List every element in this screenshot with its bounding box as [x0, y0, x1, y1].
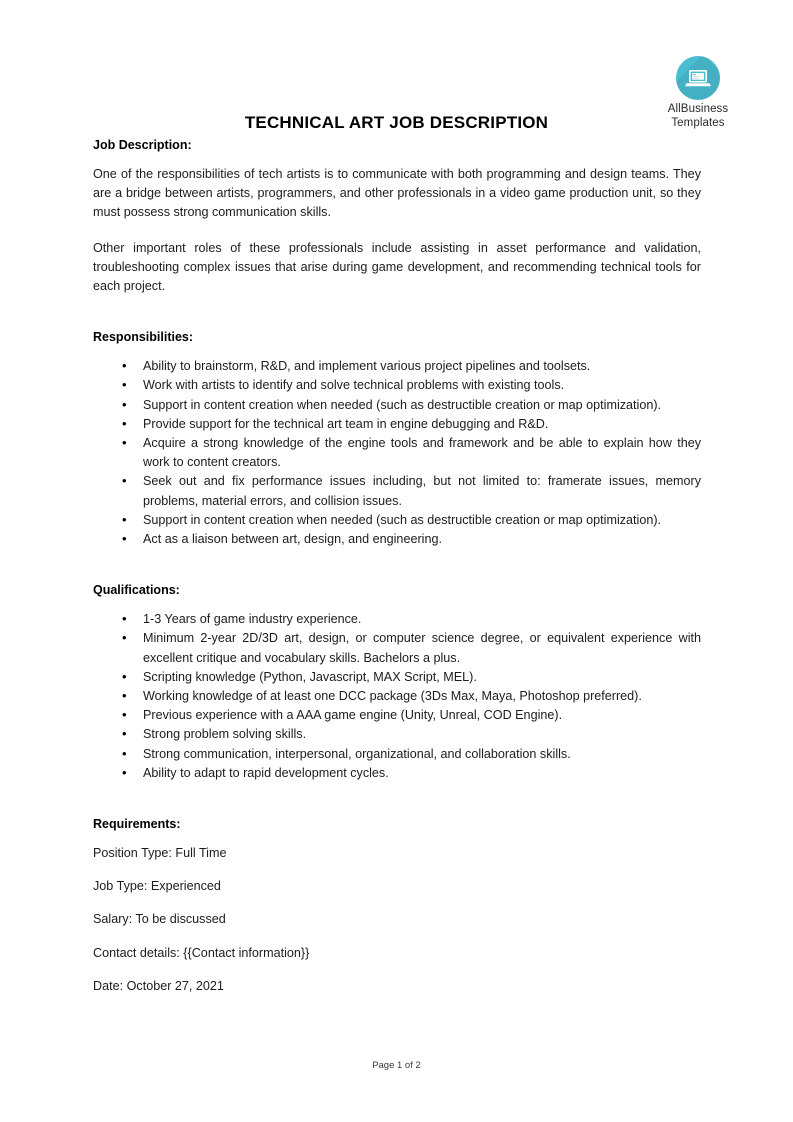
requirement-date: Date: October 27, 2021 [93, 978, 224, 993]
document-content [93, 138, 701, 1010]
list-item: • Working knowledge of at least one DCC package (3Ds Max, Maya, Photoshop preferred). [93, 687, 701, 706]
laptop-glyph [685, 68, 711, 88]
list-item: • Provide support for the technical art team in engine debugging and R&D. [93, 415, 701, 434]
qualifications-heading: Qualifications: [93, 583, 180, 598]
requirement-salary: Salary: To be discussed [93, 912, 226, 927]
list-item: • Previous experience with a AAA game engine (Unity, Unreal, COD Engine). [93, 706, 701, 725]
list-item: • Scripting knowledge (Python, Javascript, MAX Script, MEL). [93, 668, 701, 687]
laptop-icon [676, 56, 720, 100]
qualifications-list [93, 610, 701, 783]
list-item: • Minimum 2-year 2D/3D art, design, or computer science degree, or equivalent experience with excellent critique and vocabulary skills. Bachelors a plus. [93, 629, 701, 667]
job-description-heading: Job Description: [93, 138, 192, 152]
page-footer: Page 1 of 2 [372, 1060, 421, 1071]
responsibilities-heading: Responsibilities: [93, 330, 194, 345]
requirements-heading: Requirements: [93, 817, 181, 832]
requirement-job-type: Job Type: Experienced [93, 879, 221, 894]
responsibilities-list [93, 357, 701, 549]
intro-paragraph-2: Other important roles of these professionals include assisting in asset performance and validation, troubleshooting complex issues that arise during game development, and recommending technical tools for each project. [93, 240, 701, 294]
list-item: • Work with artists to identify and solve technical problems with existing tools. [93, 376, 701, 395]
brand-name-line-2: Templates [671, 116, 725, 129]
list-item: • Ability to brainstorm, R&D, and implement various project pipelines and toolsets. [93, 357, 701, 376]
list-item: • Acquire a strong knowledge of the engine tools and framework and be able to explain how they work to content creators. [93, 434, 701, 472]
list-item: • Support in content creation when needed (such as destructible creation or map optimization). [93, 511, 701, 530]
list-item: • Seek out and fix performance issues including, but not limited to: framerate issues, memory problems, material errors, and collision issues. [93, 472, 701, 510]
brand-name-line-1: AllBusiness [667, 103, 729, 115]
list-item: • Act as a liaison between art, design, and engineering. [93, 530, 701, 549]
requirement-position-type: Position Type: Full Time [93, 846, 227, 861]
list-item: • Strong problem solving skills. [93, 725, 701, 744]
list-item: • Support in content creation when needed (such as destructible creation or map optimization). [93, 396, 701, 415]
list-item: • Ability to adapt to rapid development cycles. [93, 764, 701, 783]
page-title: TECHNICAL ART JOB DESCRIPTION [244, 113, 549, 132]
intro-paragraph-1: One of the responsibilities of tech artists is to communicate with both programming and design teams. They are a bridge between artists, programmers, and other professionals in a video game production unit, so they must possess strong communication skills. [93, 167, 701, 220]
list-item: • Strong communication, interpersonal, organizational, and collaboration skills. [93, 745, 701, 764]
requirement-contact-details: Contact details: {{Contact information}} [93, 945, 310, 960]
list-item: • 1-3 Years of game industry experience. [93, 610, 701, 629]
